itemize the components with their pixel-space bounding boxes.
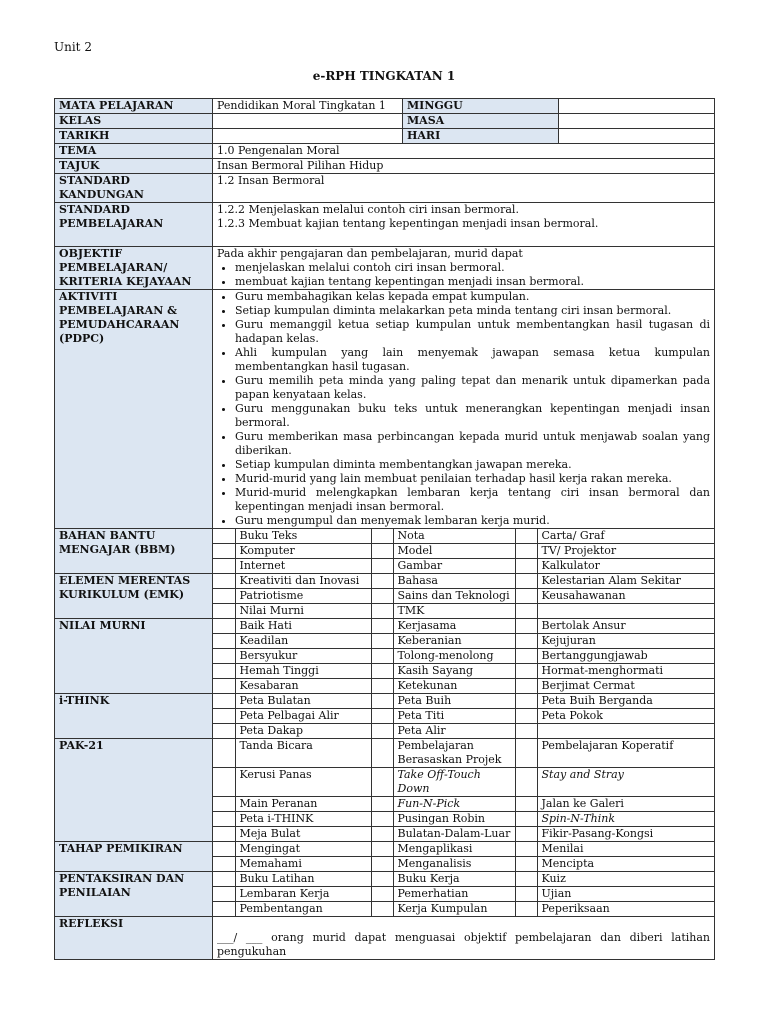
checkbox[interactable] [515,649,537,664]
option-cell: Peta Pokok [537,709,714,724]
checkbox[interactable] [371,529,393,544]
nilai-murni-grid [213,619,714,693]
checkbox[interactable] [515,589,537,604]
checkbox[interactable] [213,529,235,544]
table-row [213,544,714,559]
emk-label: ELEMEN MERENTAS KURIKULUM (EMK) [55,574,213,619]
list-item: • membuat kajian tentang kepentingan menjadi insan bermoral. [235,275,710,289]
standard-kandungan-value: 1.2 Insan Bermoral [213,174,715,203]
refleksi-label: REFLEKSI [55,917,213,960]
option-cell: Fun-N-Pick [393,797,515,812]
option-cell: Spin-N-Think [537,812,714,827]
option-cell: Sains dan Teknologi [393,589,515,604]
table-row [213,812,714,827]
option-cell: Peta Dakap [235,724,371,739]
ithink-grid [213,694,714,738]
option-cell: Menganalisis [393,857,515,872]
checkbox[interactable] [371,574,393,589]
tarikh-label: TARIKH [55,129,213,144]
kelas-value[interactable] [213,114,403,129]
table-row [213,574,714,589]
checkbox[interactable] [515,768,537,797]
table-row [213,724,714,739]
page-title: e-RPH TINGKATAN 1 [312,69,456,83]
option-cell: Kreativiti dan Inovasi [235,574,371,589]
emk-grid [213,574,714,618]
checkbox[interactable] [371,544,393,559]
option-cell: Keadilan [235,634,371,649]
checkbox[interactable] [371,619,393,634]
option-cell: Lembaran Kerja [235,887,371,902]
checkbox[interactable] [371,724,393,739]
checkbox[interactable] [371,739,393,768]
option-cell: Peta Buih Berganda [537,694,714,709]
option-cell: TMK [393,604,515,619]
checkbox[interactable] [213,574,235,589]
table-row [213,797,714,812]
option-cell: Bertolak Ansur [537,619,714,634]
tema-label: TEMA [55,144,213,159]
tajuk-label: TAJUK [55,159,213,174]
standard-pembelajaran-value [213,203,715,247]
checkbox[interactable] [371,709,393,724]
checkbox[interactable] [515,574,537,589]
bbm-label: BAHAN BANTU MENGAJAR (BBM) [55,529,213,574]
table-row [213,857,714,872]
checkbox[interactable] [213,544,235,559]
table-row [213,709,714,724]
option-cell: Keusahawanan [537,589,714,604]
list-item: • Guru membahagikan kelas kepada empat kumpulan. [235,290,710,304]
checkbox[interactable] [515,709,537,724]
pentaksiran-label: PENTAKSIRAN DAN PENILAIAN [55,872,213,917]
option-cell: Hormat-menghormati [537,664,714,679]
checkbox[interactable] [515,827,537,842]
option-cell: Kejujuran [537,634,714,649]
checkbox[interactable] [515,739,537,768]
checkbox[interactable] [515,902,537,917]
option-cell: Mengingat [235,842,371,857]
masa-value[interactable] [559,114,715,129]
checkbox[interactable] [213,857,235,872]
pak21-label: PAK-21 [55,739,213,842]
aktiviti-value [213,290,715,529]
checkbox[interactable] [371,559,393,574]
checkbox[interactable] [213,739,235,768]
sp-line: 1.2.2 Menjelaskan melalui contoh ciri insan bermoral. [217,203,519,216]
checkbox[interactable] [213,694,235,709]
option-cell: Bahasa [393,574,515,589]
checkbox[interactable] [515,559,537,574]
checkbox[interactable] [213,724,235,739]
table-row [213,739,714,768]
refleksi-value[interactable]: ___/ ___ orang murid dapat menguasai objektif pembelajaran dan diberi latihan pengukuhan [213,917,715,960]
option-cell: Kelestarian Alam Sekitar [537,574,714,589]
checkbox[interactable] [213,872,235,887]
checkbox[interactable] [515,604,537,619]
standard-pembelajaran-label: STANDARD PEMBELAJARAN [55,203,213,247]
table-row [213,559,714,574]
option-cell: Take Off-Touch Down [393,768,515,797]
option-cell: Kasih Sayang [393,664,515,679]
objektif-list [217,261,710,289]
checkbox[interactable] [213,812,235,827]
option-cell: Peta Buih [393,694,515,709]
checkbox[interactable] [515,857,537,872]
aktiviti-label: AKTIVITI PEMBELAJARAN & PEMUDAHCARAAN (PDPC) [55,290,213,529]
option-cell: Internet [235,559,371,574]
list-item: • Setiap kumpulan diminta membentangkan jawapan mereka. [235,458,710,472]
checkbox[interactable] [515,842,537,857]
checkbox[interactable] [371,604,393,619]
option-cell: Carta/ Graf [537,529,714,544]
option-cell: Keberanian [393,634,515,649]
objektif-value [213,247,715,290]
checkbox[interactable] [515,634,537,649]
ithink-label: i-THINK [55,694,213,739]
checkbox[interactable] [515,544,537,559]
checkbox[interactable] [213,649,235,664]
option-cell: Mencipta [537,857,714,872]
checkbox[interactable] [371,872,393,887]
checkbox[interactable] [213,709,235,724]
option-cell: Pusingan Robin [393,812,515,827]
option-cell: Hemah Tinggi [235,664,371,679]
tarikh-value[interactable] [213,129,403,144]
tahap-pemikiran-label: TAHAP PEMIKIRAN [55,842,213,872]
checkbox[interactable] [213,679,235,694]
option-cell: Bersyukur [235,649,371,664]
checkbox[interactable] [371,768,393,797]
kelas-label: KELAS [55,114,213,129]
option-cell: Bulatan-Dalam-Luar [393,827,515,842]
sp-line: 1.2.3 Membuat kajian tentang kepentingan menjadi insan bermoral. [217,217,599,230]
list-item: • Setiap kumpulan diminta melakarkan peta minda tentang ciri insan bermoral. [235,304,710,318]
checkbox[interactable] [213,604,235,619]
mata-pelajaran-value: Pendidikan Moral Tingkatan 1 [213,99,403,114]
checkbox[interactable] [515,724,537,739]
hari-label: HARI [403,129,559,144]
option-cell: Ketekunan [393,679,515,694]
list-item: • Ahli kumpulan yang lain menyemak jawapan semasa ketua kumpulan membentangkan hasil tugasan. [235,346,710,374]
checkbox[interactable] [371,679,393,694]
option-cell: Ujian [537,887,714,902]
nilai-murni-label: NILAI MURNI [55,619,213,694]
table-row [213,887,714,902]
list-item: • Murid-murid yang lain membuat penilaian terhadap hasil kerja rakan mereka. [235,472,710,486]
pak21-grid [213,739,714,841]
checkbox[interactable] [515,872,537,887]
list-item: • Murid-murid melengkapkan lembaran kerja tentang ciri insan bermoral dan kepentingan menjadi insan bermoral. [235,486,710,514]
option-cell: Stay and Stray [537,768,714,797]
masa-label: MASA [403,114,559,129]
option-cell: Tolong-menolong [393,649,515,664]
list-item: • menjelaskan melalui contoh ciri insan bermoral. [235,261,710,275]
table-row [213,664,714,679]
tahap-pemikiran-grid [213,842,714,871]
option-cell: Model [393,544,515,559]
checkbox[interactable] [371,649,393,664]
checkbox[interactable] [371,812,393,827]
option-cell: Peta Pelbagai Alir [235,709,371,724]
table-row [213,842,714,857]
table-row [213,529,714,544]
checkbox[interactable] [213,619,235,634]
option-cell: Bertanggungjawab [537,649,714,664]
option-cell: Patriotisme [235,589,371,604]
checkbox[interactable] [515,619,537,634]
option-cell: Mengaplikasi [393,842,515,857]
option-cell: Main Peranan [235,797,371,812]
checkbox[interactable] [371,634,393,649]
option-cell [537,604,714,619]
option-cell: Buku Latihan [235,872,371,887]
checkbox[interactable] [213,634,235,649]
table-row [213,827,714,842]
option-cell: TV/ Projektor [537,544,714,559]
option-cell: Meja Bulat [235,827,371,842]
checkbox[interactable] [371,887,393,902]
checkbox[interactable] [213,827,235,842]
checkbox[interactable] [213,842,235,857]
option-cell: Peta Bulatan [235,694,371,709]
checkbox[interactable] [213,768,235,797]
table-row [213,902,714,917]
option-cell: Nota [393,529,515,544]
option-cell: Berjimat Cermat [537,679,714,694]
unit-label: Unit 2 [54,40,92,54]
checkbox[interactable] [371,827,393,842]
checkbox[interactable] [371,589,393,604]
pentaksiran-grid [213,872,714,916]
checkbox[interactable] [515,679,537,694]
option-cell: Pemerhatian [393,887,515,902]
checkbox[interactable] [515,694,537,709]
checkbox[interactable] [213,559,235,574]
checkbox[interactable] [515,812,537,827]
option-cell: Peta i-THINK [235,812,371,827]
bbm-grid [213,529,714,573]
option-cell: Gambar [393,559,515,574]
hari-value[interactable] [559,129,715,144]
table-row [213,589,714,604]
option-cell: Kerja Kumpulan [393,902,515,917]
option-cell: Buku Kerja [393,872,515,887]
option-cell: Jalan ke Galeri [537,797,714,812]
checkbox[interactable] [371,797,393,812]
option-cell: Komputer [235,544,371,559]
option-cell: Kerjasama [393,619,515,634]
checkbox[interactable] [515,797,537,812]
objektif-label: OBJEKTIF PEMBELAJARAN/ KRITERIA KEJAYAAN [55,247,213,290]
table-row [213,872,714,887]
checkbox[interactable] [371,842,393,857]
table-row [213,768,714,797]
option-cell: Peperiksaan [537,902,714,917]
option-cell: Pembelajaran Berasaskan Projek [393,739,515,768]
table-row [213,604,714,619]
checkbox[interactable] [371,694,393,709]
option-cell: Kesabaran [235,679,371,694]
option-cell: Peta Alir [393,724,515,739]
list-item: • Guru memberikan masa perbincangan kepada murid untuk menjawab soalan yang diberikan. [235,430,710,458]
list-item: • Guru mengumpul dan menyemak lembaran kerja murid. [235,514,710,528]
table-row [213,619,714,634]
lesson-plan-table [54,98,715,960]
minggu-value[interactable] [559,99,715,114]
standard-kandungan-label: STANDARD KANDUNGAN [55,174,213,203]
option-cell: Pembentangan [235,902,371,917]
option-cell: Memahami [235,857,371,872]
checkbox[interactable] [515,664,537,679]
checkbox[interactable] [213,887,235,902]
option-cell: Tanda Bicara [235,739,371,768]
checkbox[interactable] [515,529,537,544]
mata-pelajaran-label: MATA PELAJARAN [55,99,213,114]
list-item: • Guru memilih peta minda yang paling tepat dan menarik untuk dipamerkan pada papan kenyataan kelas. [235,374,710,402]
option-cell: Menilai [537,842,714,857]
option-cell: Nilai Murni [235,604,371,619]
checkbox[interactable] [213,664,235,679]
option-cell: Kuiz [537,872,714,887]
table-row [213,634,714,649]
table-row [213,679,714,694]
option-cell: Peta Titi [393,709,515,724]
list-item: • Guru menggunakan buku teks untuk menerangkan kepentingan menjadi insan bermoral. [235,402,710,430]
minggu-label: MINGGU [403,99,559,114]
option-cell [537,724,714,739]
list-item: • Guru memanggil ketua setiap kumpulan untuk membentangkan hasil tugasan di hadapan kelas. [235,318,710,346]
aktiviti-list [217,290,710,528]
table-row [213,649,714,664]
checkbox[interactable] [371,664,393,679]
checkbox[interactable] [371,857,393,872]
checkbox[interactable] [515,887,537,902]
option-cell: Baik Hati [235,619,371,634]
option-cell: Kalkulator [537,559,714,574]
checkbox[interactable] [213,797,235,812]
objektif-intro: Pada akhir pengajaran dan pembelajaran, murid dapat [217,247,523,260]
checkbox[interactable] [213,902,235,917]
checkbox[interactable] [213,589,235,604]
option-cell: Fikir-Pasang-Kongsi [537,827,714,842]
tajuk-value: Insan Bermoral Pilihan Hidup [213,159,715,174]
option-cell: Kerusi Panas [235,768,371,797]
option-cell: Pembelajaran Koperatif [537,739,714,768]
checkbox[interactable] [371,902,393,917]
option-cell: Buku Teks [235,529,371,544]
table-row [213,694,714,709]
tema-value: 1.0 Pengenalan Moral [213,144,715,159]
